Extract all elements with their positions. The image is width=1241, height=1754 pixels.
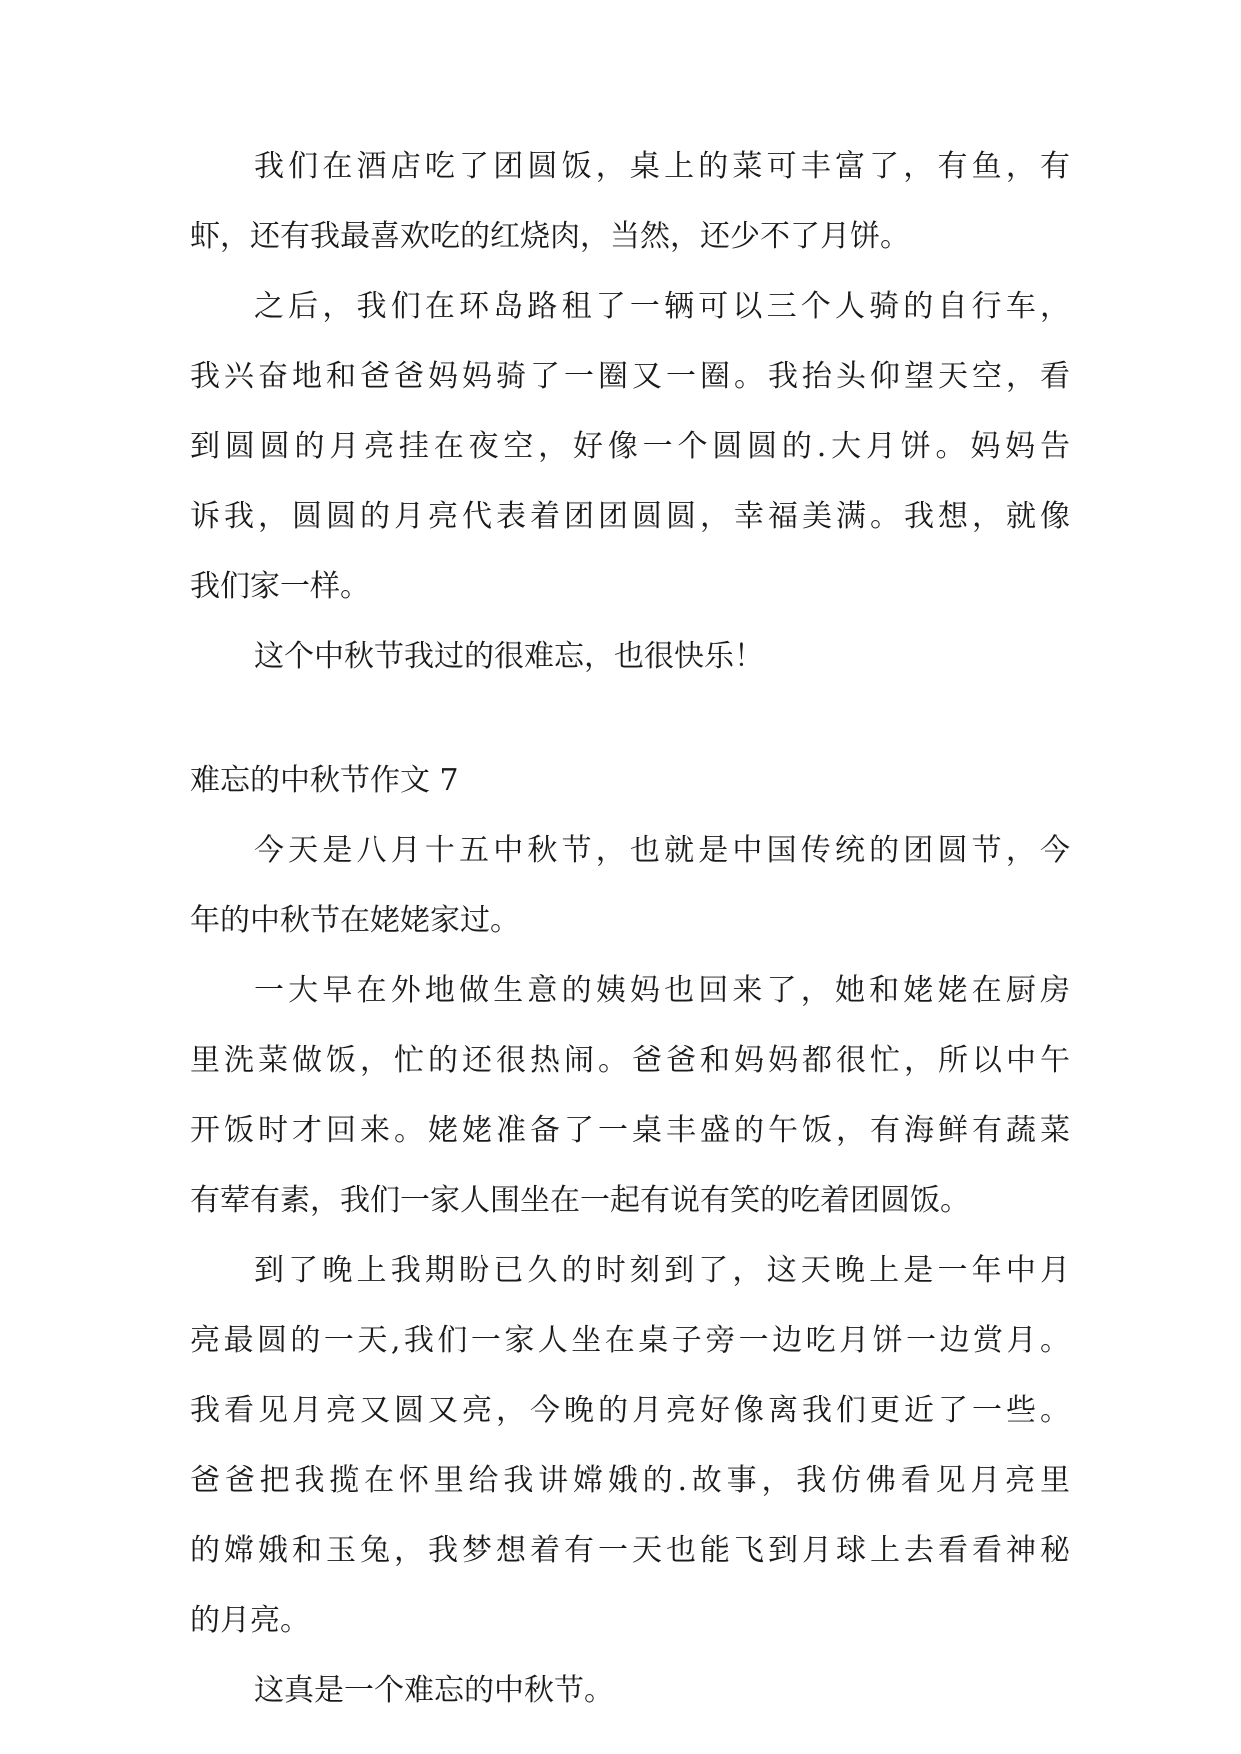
paragraph-line: 我看见月亮又圆又亮，今晚的月亮好像离我们更近了一些。 [190,1393,1070,1428]
paragraph-line: 年的中秋节在姥姥家过。 [190,903,520,938]
section-heading: 难忘的中秋节作文 7 [190,763,459,798]
paragraph-line: 我们在酒店吃了团圆饭，桌上的菜可丰富了，有鱼，有 [254,149,1070,184]
paragraph-line: 到了晚上我期盼已久的时刻到了，这天晚上是一年中月 [254,1253,1070,1288]
paragraph-line: 我兴奋地和爸爸妈妈骑了一圈又一圈。我抬头仰望天空，看 [190,359,1070,394]
paragraph-line: 这真是一个难忘的中秋节。 [254,1673,614,1708]
paragraph-line: 开饭时才回来。姥姥准备了一桌丰盛的午饭，有海鲜有蔬菜 [190,1113,1070,1148]
paragraph-line: 爸爸把我揽在怀里给我讲嫦娥的.故事，我仿佛看见月亮里 [190,1463,1070,1498]
paragraph-line: 亮最圆的一天,我们一家人坐在桌子旁一边吃月饼一边赏月。 [190,1323,1070,1358]
paragraph-line: 一大早在外地做生意的姨妈也回来了，她和姥姥在厨房 [254,973,1070,1008]
paragraph-line: 到圆圆的月亮挂在夜空，好像一个圆圆的.大月饼。妈妈告 [190,429,1070,464]
paragraph-line: 今天是八月十五中秋节，也就是中国传统的团圆节，今 [254,833,1070,868]
paragraph-line: 我们家一样。 [190,569,370,604]
paragraph-line: 诉我，圆圆的月亮代表着团团圆圆，幸福美满。我想，就像 [190,499,1070,534]
paragraph-line: 之后，我们在环岛路租了一辆可以三个人骑的自行车， [254,289,1070,324]
paragraph-line: 的嫦娥和玉兔，我梦想着有一天也能飞到月球上去看看神秘 [190,1533,1070,1568]
paragraph-line: 虾，还有我最喜欢吃的红烧肉，当然，还少不了月饼。 [190,219,910,254]
paragraph-line: 这个中秋节我过的很难忘，也很快乐！ [254,639,764,674]
paragraph-line: 里洗菜做饭，忙的还很热闹。爸爸和妈妈都很忙，所以中午 [190,1043,1070,1078]
paragraph-line: 的月亮。 [190,1603,310,1638]
paragraph-line: 有荤有素，我们一家人围坐在一起有说有笑的吃着团圆饭。 [190,1183,970,1218]
